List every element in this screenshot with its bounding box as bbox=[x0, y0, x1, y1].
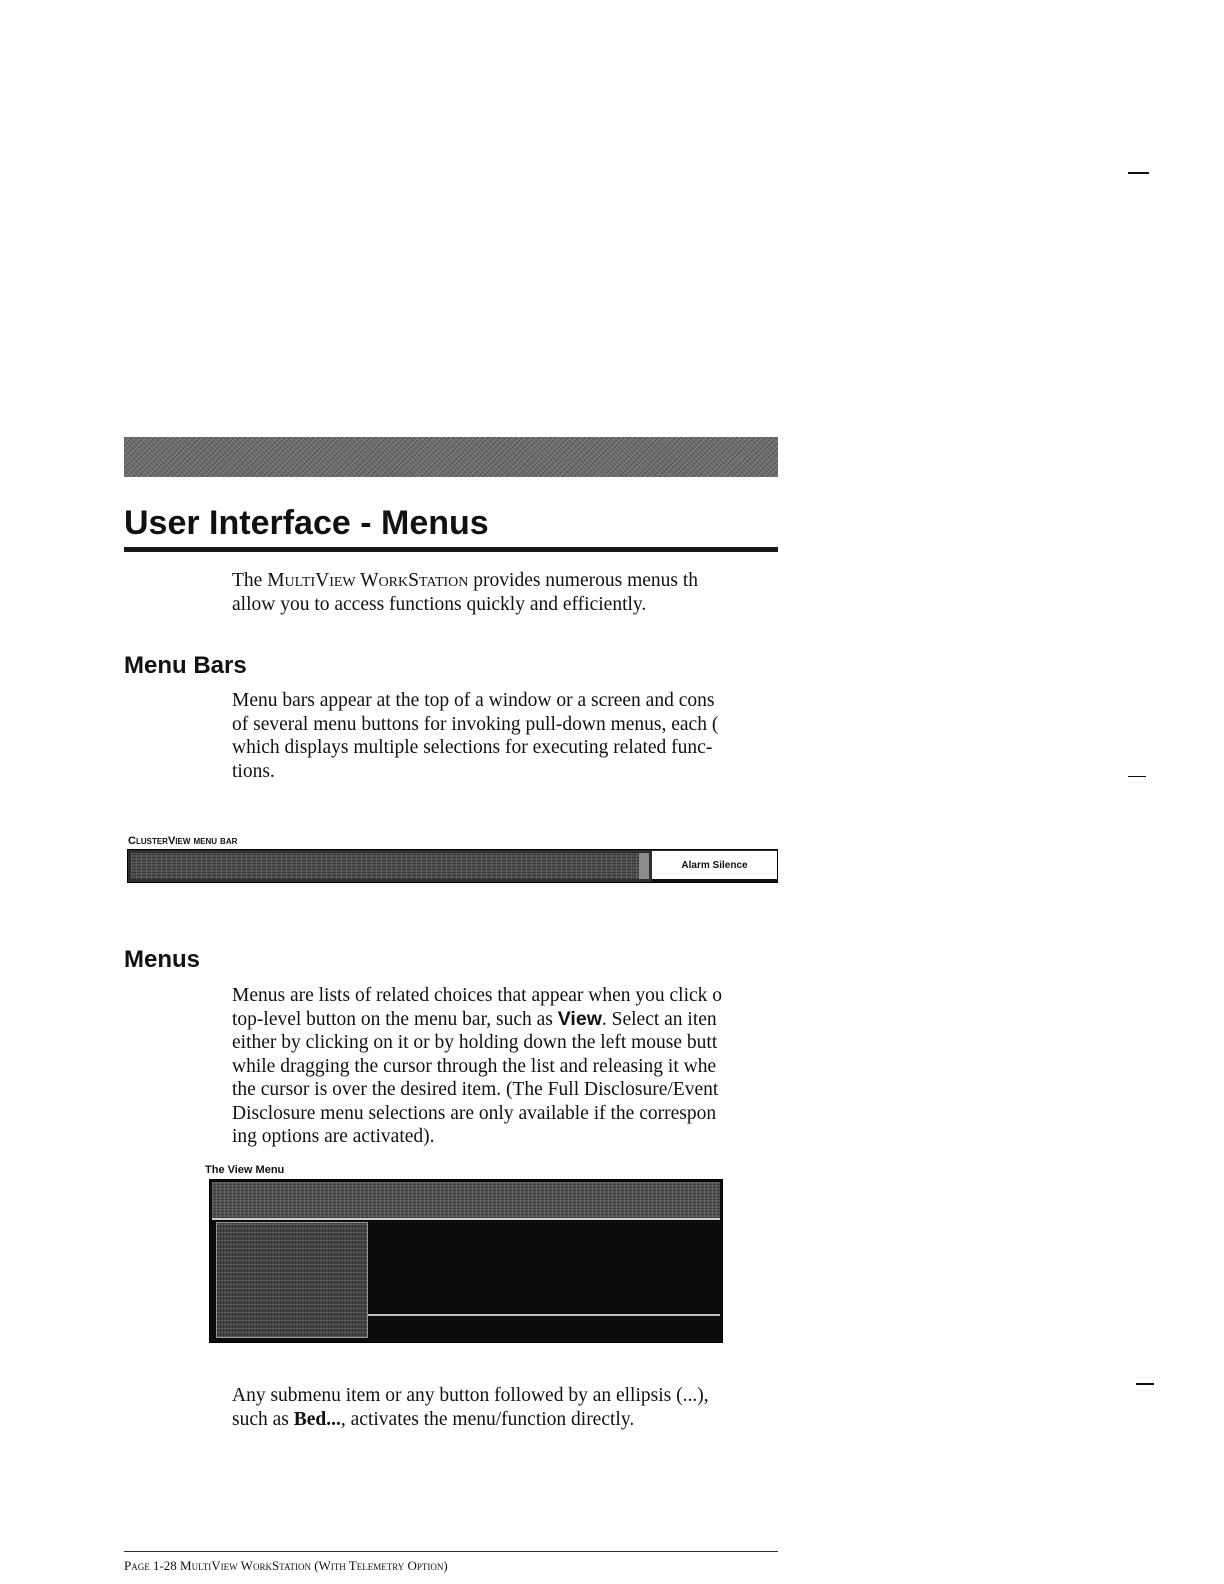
view-menu-screenshot bbox=[209, 1179, 723, 1343]
menu-bars-line: Menu bars appear at the top of a window or a screen and cons bbox=[232, 690, 715, 711]
menus-line: Menus are lists of related choices that appear when you click o bbox=[232, 985, 723, 1006]
menu-bars-line: which displays multiple selections for executing related func- bbox=[232, 737, 713, 758]
title-rule bbox=[124, 547, 778, 552]
page-title: User Interface - Menus bbox=[124, 504, 489, 542]
menu-bars-line: of several menu buttons for invoking pull-down menus, each ( bbox=[232, 713, 719, 735]
menus-line-2 bbox=[232, 1008, 792, 1032]
closing-line-1: Any submenu item or any button followed by an ellipsis (...), bbox=[232, 1385, 709, 1406]
intro-line-1-start: The bbox=[232, 570, 268, 591]
menus-line: either by clicking on it or by holding down the left mouse butt bbox=[232, 1032, 718, 1053]
screen-divider bbox=[368, 1314, 720, 1316]
menubar-grip-icon bbox=[639, 853, 649, 879]
clusterview-menubar bbox=[127, 849, 778, 883]
intro-line-1-end: provides numerous menus th bbox=[468, 570, 699, 591]
closing-paragraph bbox=[232, 1384, 792, 1431]
menus-line: the cursor is over the desired item. (The Full Disclosure/Event bbox=[232, 1079, 719, 1100]
margin-mark bbox=[1128, 776, 1146, 777]
closing-line-2-end: , activates the menu/function directly. bbox=[340, 1408, 635, 1430]
menus-line-2-end: . Select an iten bbox=[601, 1008, 717, 1030]
menu-bars-line: tions. bbox=[232, 760, 275, 782]
menu-bars-paragraph bbox=[232, 689, 792, 783]
intro-line-2: allow you to access functions quickly and efficiently. bbox=[232, 593, 647, 615]
footer-rule bbox=[124, 1551, 778, 1552]
menubar-figure-caption: ClusterView menu bar bbox=[128, 835, 238, 847]
alarm-silence-button[interactable]: Alarm Silence bbox=[652, 851, 777, 882]
menus-line: Disclosure menu selections are only available if the correspon bbox=[232, 1102, 717, 1124]
header-band bbox=[124, 437, 778, 477]
menus-line: while dragging the cursor through the list and releasing it whe bbox=[232, 1055, 717, 1077]
page-footer: Page 1-28 MultiView WorkStation (With Telemetry Option) bbox=[124, 1558, 448, 1573]
product-name: MultiView WorkStation bbox=[267, 570, 469, 591]
closing-line-2-start: such as bbox=[232, 1408, 294, 1430]
closing-line-2 bbox=[232, 1408, 792, 1432]
margin-mark bbox=[1136, 1383, 1154, 1385]
intro-paragraph bbox=[232, 569, 792, 616]
intro-line-1 bbox=[232, 569, 792, 593]
margin-mark bbox=[1128, 172, 1149, 174]
view-keyword: View bbox=[557, 1007, 602, 1030]
view-menubar[interactable] bbox=[212, 1182, 720, 1220]
view-menu-caption: The View Menu bbox=[205, 1164, 285, 1176]
menus-paragraph bbox=[232, 984, 792, 1149]
menus-heading: Menus bbox=[124, 946, 201, 973]
menus-line-2-start: top-level button on the menu bar, such as bbox=[232, 1008, 558, 1030]
menu-bars-heading: Menu Bars bbox=[124, 652, 247, 679]
view-dropdown-menu[interactable] bbox=[216, 1222, 368, 1338]
menus-line: ing options are activated). bbox=[232, 1126, 435, 1147]
menubar-buttons-area[interactable] bbox=[131, 853, 639, 879]
bed-keyword: Bed... bbox=[293, 1408, 341, 1430]
